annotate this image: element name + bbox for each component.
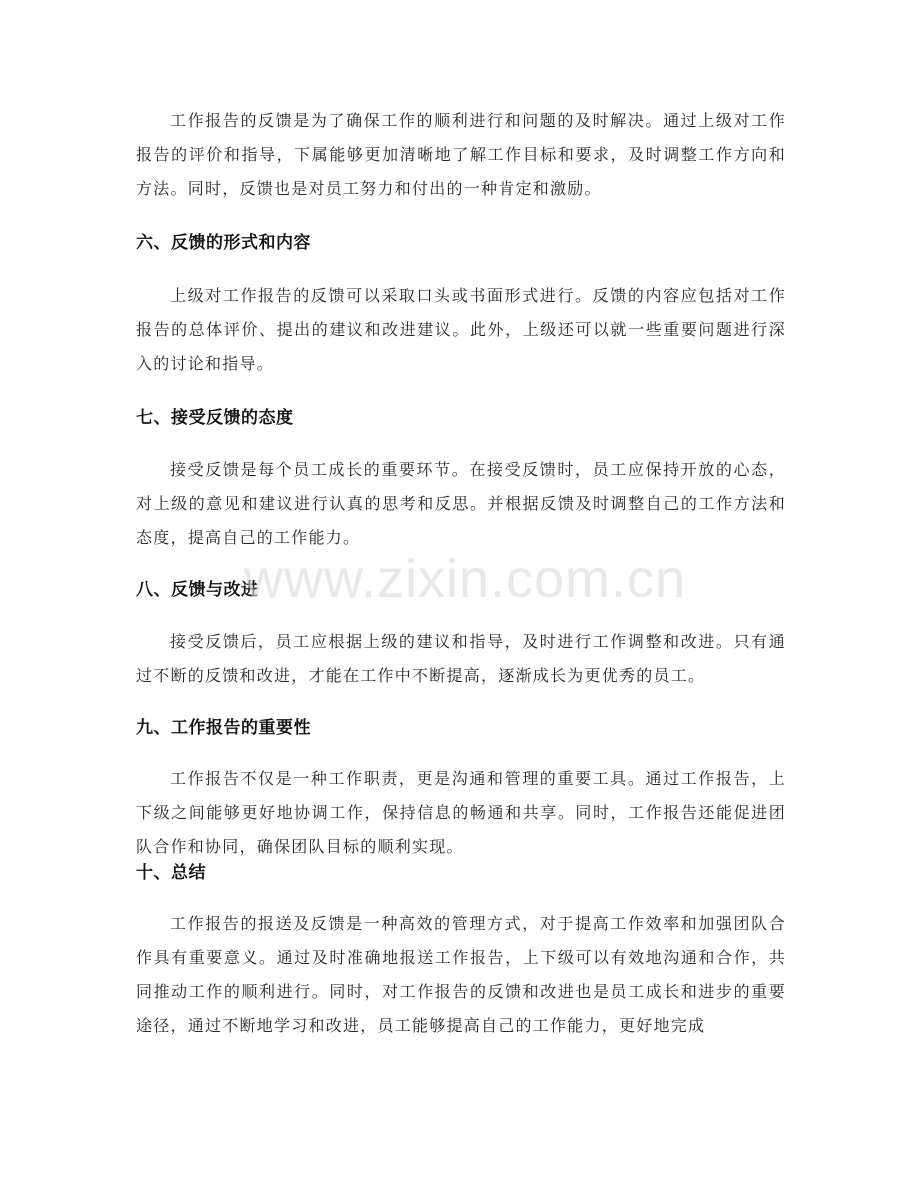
section-heading-6: [136, 229, 786, 257]
paragraph-report-importance: 工作报告不仅是一种工作职责，更是沟通和管理的重要工具。通过工作报告，上下级之间能够更好地协调工作，保持信息的畅通和共享。同时，工作报告还能促进团队合作和协同，确保团队目标的顺利实现。: [136, 769, 786, 856]
heading-feedback-attitude: 七、接受反馈的态度: [136, 408, 294, 428]
heading-feedback-form: 六、反馈的形式和内容: [136, 233, 311, 253]
paragraph-summary: 工作报告的报送及反馈是一种高效的管理方式，对于提高工作效率和加强团队合作具有重要意义。通过及时准确地报送工作报告，上下级可以有效地沟通和合作，共同推动工作的顺利进行。同时，对工作报告的反馈和改进也是员工成长和进步的重要途径，通过不断地学习和改进，员工能够提高自己的工作能力，更好地完成: [136, 914, 786, 1035]
section-heading-9: [136, 714, 786, 742]
section-body-9: [136, 762, 786, 864]
paragraph-feedback-purpose: 工作报告的反馈是为了确保工作的顺利进行和问题的及时解决。通过上级对工作报告的评价和指导，下属能够更加清晰地了解工作目标和要求，及时调整工作方向和方法。同时，反馈也是对员工努力和付出的一种肯定和激励。: [136, 111, 786, 198]
heading-report-importance: 九、工作报告的重要性: [136, 718, 311, 738]
heading-summary: 十、总结: [136, 863, 206, 883]
paragraph-feedback-form: 上级对工作报告的反馈可以采取口头或书面形式进行。反馈的内容应包括对工作报告的总体评价、提出的建议和改进建议。此外，上级还可以就一些重要问题进行深入的讨论和指导。: [136, 286, 786, 373]
paragraph-feedback-improvement: 接受反馈后，员工应根据上级的建议和指导，及时进行工作调整和改进。只有通过不断的反馈和改进，才能在工作中不断提高，逐渐成长为更优秀的员工。: [136, 632, 786, 685]
section-body-6: [136, 279, 786, 381]
section-heading-8: [136, 576, 786, 604]
section-body-8: [136, 625, 786, 693]
section-body-10: [136, 907, 786, 1043]
section-heading-7: [136, 404, 786, 432]
paragraph-feedback-attitude: 接受反馈是每个员工成长的重要环节。在接受反馈时，员工应保持开放的心态，对上级的意见和建议进行认真的思考和反思。并根据反馈及时调整自己的工作方法和态度，提高自己的工作能力。: [136, 460, 786, 547]
watermark-text: www.zixin.com.cn: [243, 549, 687, 609]
intro-paragraph: [136, 104, 786, 206]
section-heading-10: [136, 859, 786, 887]
heading-feedback-improvement: 八、反馈与改进: [136, 580, 259, 600]
section-body-7: [136, 453, 786, 555]
